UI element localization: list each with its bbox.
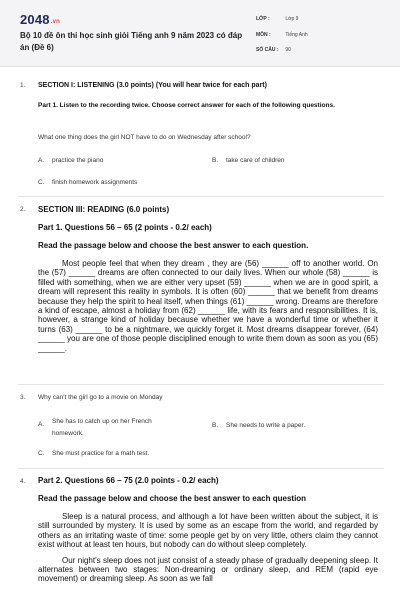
logo-suffix: .vn [50,19,61,25]
question-3-prompt: Why can't the girl go to a movie on Monday [38,394,163,401]
question-3-option-a[interactable] [38,416,188,440]
question-4-part: Part 2. Questions 66 – 75 (2.0 points - 0.2/ each) [38,476,219,485]
divider [18,384,384,385]
meta-class [256,16,386,22]
site-logo[interactable] [20,12,60,27]
option-letter: C. [38,450,45,457]
option-letter: B. [212,422,219,429]
divider [18,468,384,469]
meta-count [256,47,386,53]
question-number-2: 2. [20,206,26,213]
meta-subject [256,32,386,38]
meta-count-key: SỐ CÂU : [256,47,279,53]
meta-count-value: 90 [285,47,291,53]
question-number-1: 1. [20,82,26,89]
option-letter: C. [38,179,45,186]
question-2-instruction: Read the passage below and choose the best answer to each question. [38,241,309,250]
option-letter: B. [212,157,219,164]
passage-paragraph-2: Our night's sleep does not just consist of a steady phase of gradually deepening sleep. It alternates between two stages: Non-dreaming or ordinary sleep, and REM (rapid eye movement) or dreaming sleep. As soon as we fall [38,555,378,584]
option-text: practice the piano [52,157,104,164]
divider [18,196,384,197]
meta-subject-value: Tiếng Anh [285,32,308,38]
option-letter: A. [38,421,45,428]
meta-class-value: Lớp 9 [285,16,299,22]
question-2-part: Part 1. Questions 56 – 65 (2 points - 0.2/ each) [38,223,212,232]
question-number-4: 4. [20,478,26,485]
question-1-option-b[interactable] [212,156,285,165]
option-text: She must practice for a math test. [52,450,150,457]
option-letter: A. [38,157,45,164]
question-1-section: SECTION I: LISTENING (3.0 points) (You will hear twice for each part) [38,82,267,89]
question-1-option-c[interactable] [38,178,137,187]
question-4-instruction: Read the passage below and choose the best answer to each question [38,494,307,503]
passage-paragraph: Most people feel that when they dream , they are (56) ______ off to another world. On the (57) ______ dreams are often connected to our daily lives. When our whole (58) ______ is filled with something, when we are either very upset (59) ______ when we are in good spirit, a dream will represent this reality in symbols. It is often (60) ______ that we benefit from dreams because they help the spirit to heal itself, when things (61) ______ wrong. Dreams are therefore a kind of escape, almost a holiday from (62) ______ life, with its fears and responsibilities. It is, however, a strange kind of holiday because whether we have a wonderful time or whether it turns (63) ______ to be a nightmare, we quickly forget it. Most dreams disappear forever, (64) ______ you are one of those people disciplined enough to write them down as soon as you (65) ______. [38,259,378,353]
option-text: She needs to write a paper. [226,422,306,429]
question-2-passage [38,259,378,353]
option-text: finish homework assignments [52,179,138,186]
passage-paragraph-1: Sleep is a natural process, and although a lot have been written about the subject, it is still surrounded by mystery. It is used by some as an escape from the world, and regarded by others as an irritating waste of time: some people get by on very little, others claim they cannot exist without at least ten hours, but nobody can do without sleep completely. [38,512,378,550]
option-text: take care of children [226,157,285,164]
document-header [0,0,400,67]
question-1-prompt: What one thing does the girl NOT have to do on Wednesday after school? [38,134,251,141]
question-4-passage [38,512,378,584]
option-text: She has to catch up on her French homework. [52,418,152,437]
meta-class-key: LỚP : [256,16,270,22]
logo-text: 2048 [20,12,50,27]
question-1-option-a[interactable] [38,156,103,165]
document-title: Bộ 10 đề ôn thi học sinh giỏi Tiếng anh 9 năm 2023 có đáp án (Đề 6) [20,31,243,52]
meta-subject-key: MÔN : [256,32,271,38]
question-3-option-b[interactable] [212,421,305,430]
question-3-option-c[interactable] [38,449,149,458]
question-number-3: 3. [20,394,26,401]
question-2-section: SECTION III: READING (6.0 points) [38,205,170,214]
question-1-instruction: Part 1. Listen to the recording twice. Choose correct answer for each of the following questions. [38,102,335,109]
